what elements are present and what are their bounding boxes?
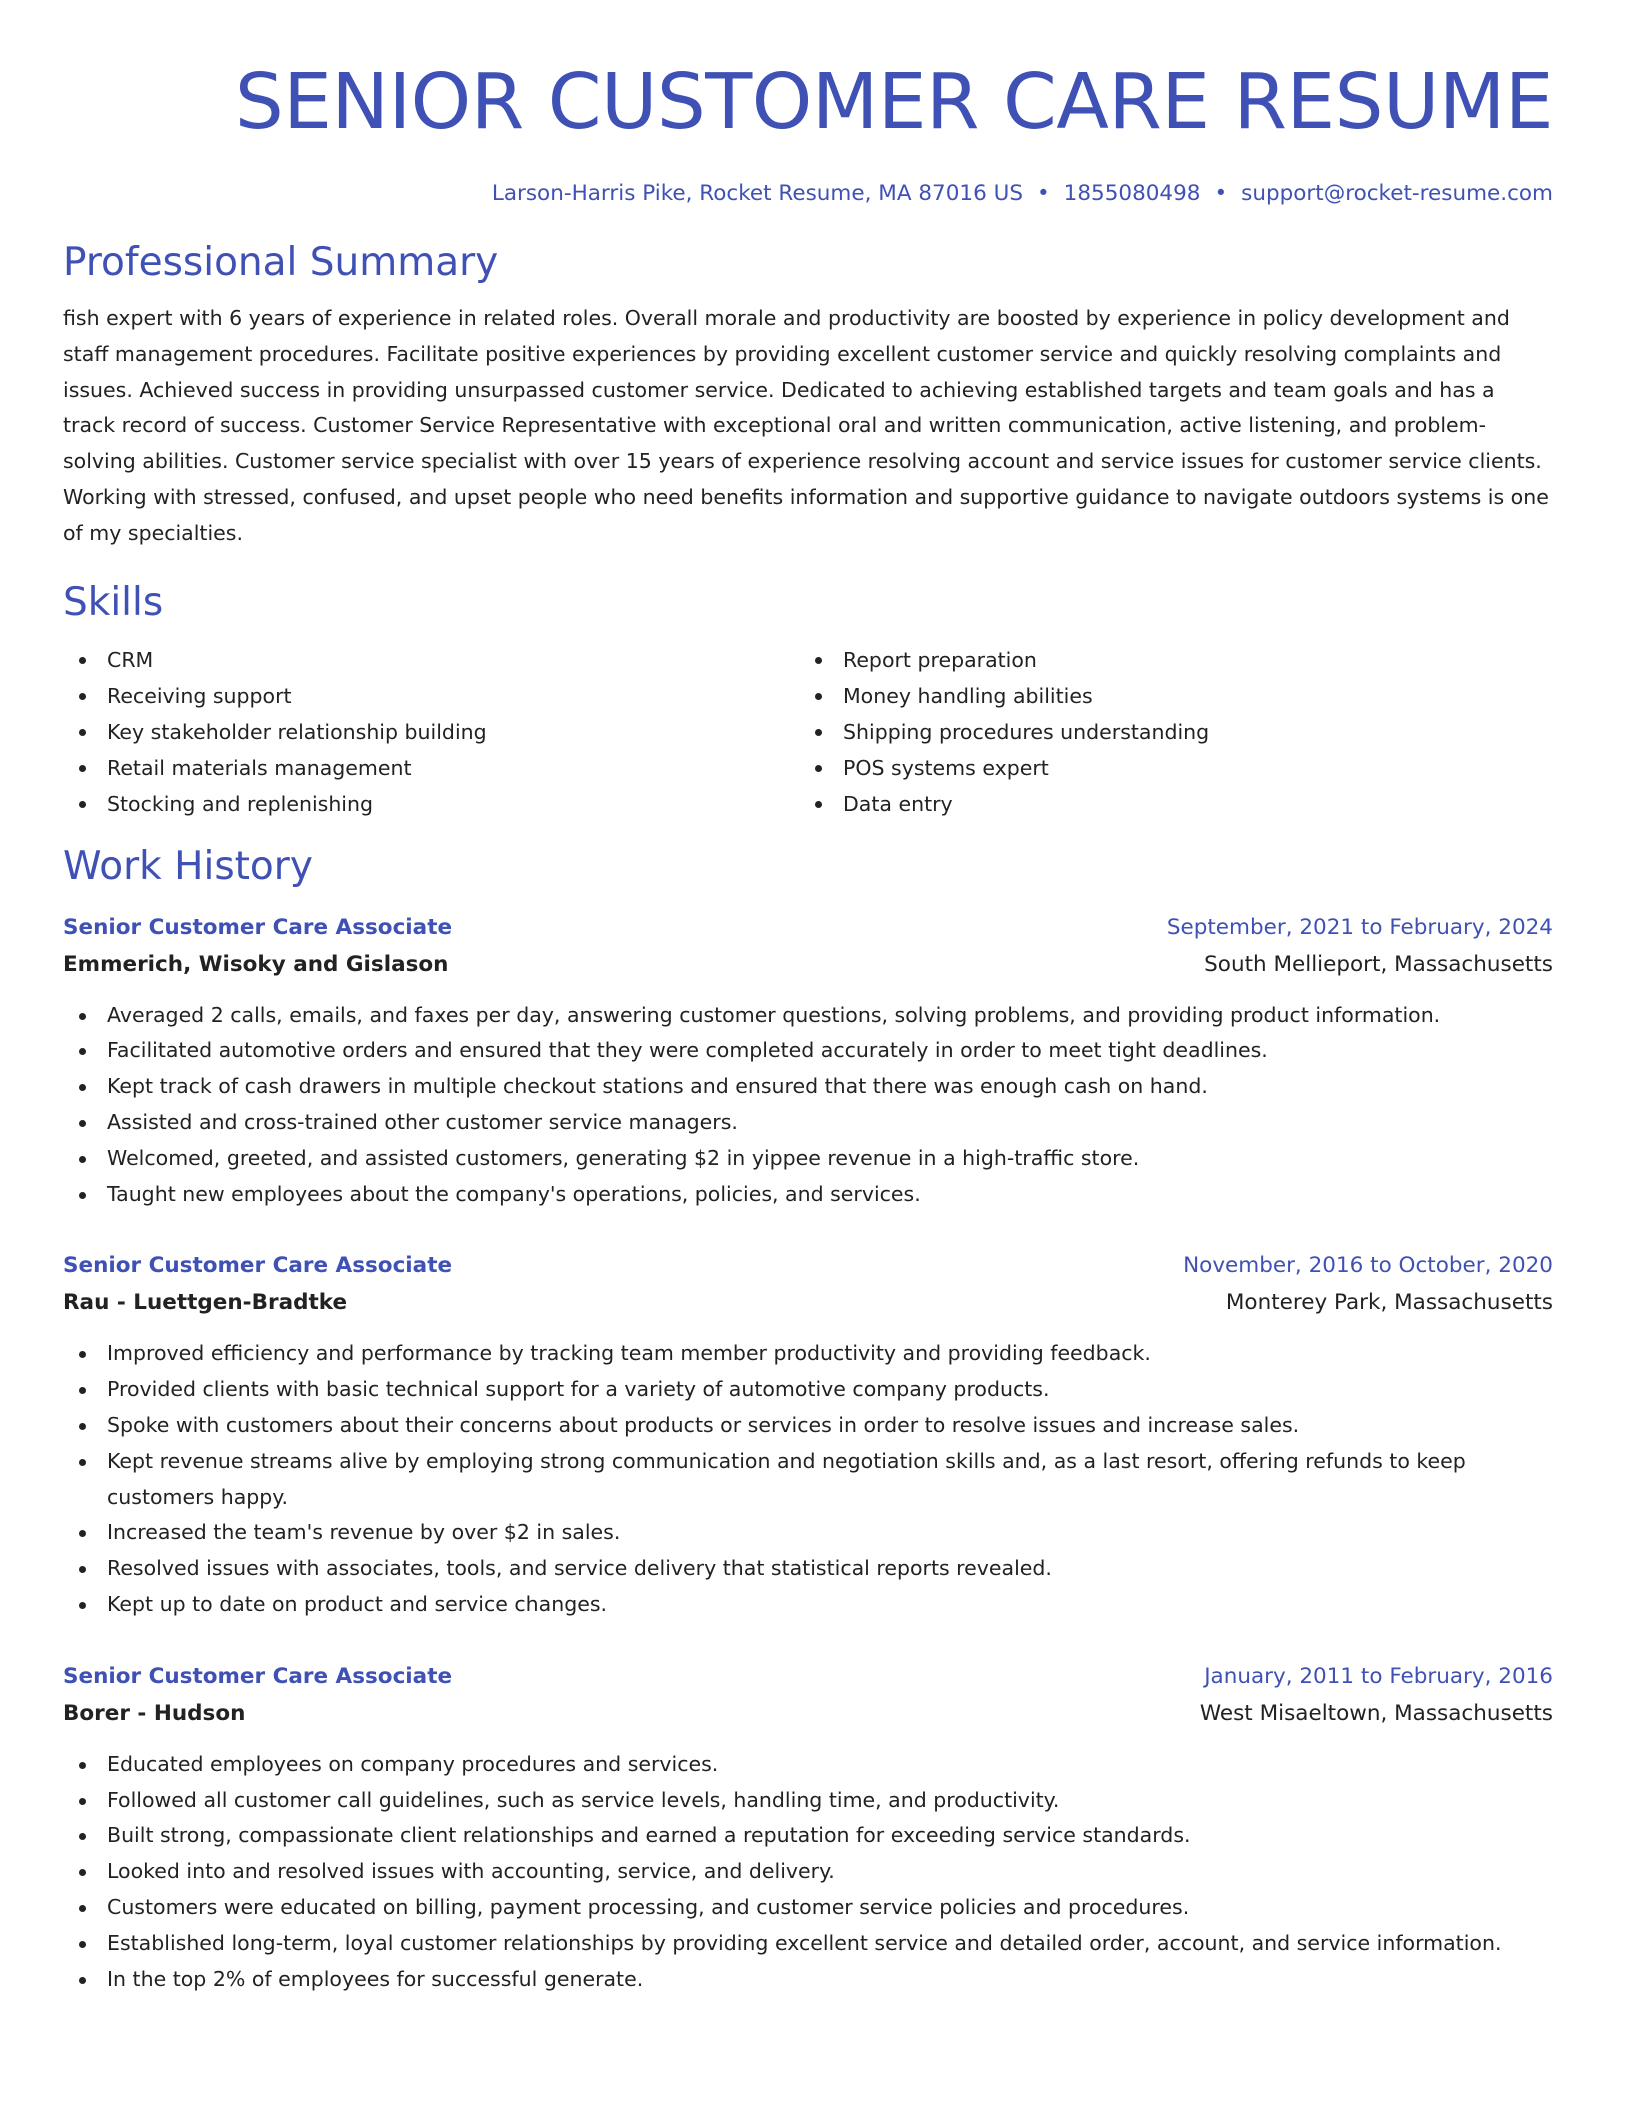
job-entry	[63, 1248, 1553, 1622]
job-bullet: Educated employees on company procedures and services.	[63, 1747, 1553, 1783]
job-company-row	[63, 1284, 1553, 1322]
job-bullet: Assisted and cross-trained other customer service managers.	[63, 1105, 1553, 1141]
job-company: Rau - Luettgen-Bradtke	[63, 1290, 348, 1316]
job-company-row	[63, 1695, 1553, 1733]
summary-section	[63, 238, 1553, 552]
job-bullet: Averaged 2 calls, emails, and faxes per day, answering customer questions, solving problems, and providing product information.	[63, 998, 1553, 1034]
resume-page	[63, 0, 1553, 1997]
job-bullet: Improved efficiency and performance by tracking team member productivity and providing feedback.	[63, 1336, 1553, 1372]
job-company: Borer - Hudson	[63, 1700, 246, 1726]
skill-item: POS systems expert	[799, 750, 1535, 786]
skills-grid	[63, 642, 1553, 822]
contact-phone: 1855080498	[1063, 181, 1201, 206]
summary-heading: Professional Summary	[63, 240, 499, 285]
job-bullets	[63, 1336, 1553, 1622]
job-bullet: Established long-term, loyal customer relationships by providing excellent service and detailed order, account, and service information.	[63, 1926, 1553, 1962]
job-bullet: Looked into and resolved issues with accounting, service, and delivery.	[63, 1854, 1553, 1890]
job-company-row	[63, 946, 1553, 984]
job-bullet: Built strong, compassionate client relationships and earned a reputation for exceeding service standards.	[63, 1818, 1553, 1854]
skill-item: Receiving support	[63, 678, 799, 714]
skills-section	[63, 578, 1553, 822]
job-bullet: Followed all customer call guidelines, such as service levels, handling time, and productivity.	[63, 1783, 1553, 1819]
job-bullet: Provided clients with basic technical support for a variety of automotive company products.	[63, 1372, 1553, 1408]
job-bullet: Kept track of cash drawers in multiple checkout stations and ensured that there was enough cash on hand.	[63, 1069, 1553, 1105]
skill-item: Stocking and replenishing	[63, 786, 799, 822]
job-bullet: Facilitated automotive orders and ensured that they were completed accurately in order to meet tight deadlines.	[63, 1033, 1553, 1069]
job-title: Senior Customer Care Associate	[63, 914, 453, 940]
job-bullet: Taught new employees about the company's operations, policies, and services.	[63, 1177, 1553, 1213]
contact-separator: •	[1036, 181, 1050, 206]
skill-item: Key stakeholder relationship building	[63, 714, 799, 750]
job-bullet: Increased the team's revenue by over $2 in sales.	[63, 1515, 1553, 1551]
skill-item: Report preparation	[799, 642, 1535, 678]
resume-title: SENIOR CUSTOMER CARE RESUME	[234, 58, 1553, 147]
contact-separator: •	[1214, 181, 1228, 206]
skill-item: CRM	[63, 642, 799, 678]
job-entry	[63, 1659, 1553, 1998]
job-dates: November, 2016 to October, 2020	[1183, 1253, 1553, 1279]
job-title: Senior Customer Care Associate	[63, 1253, 453, 1279]
job-dates: January, 2011 to February, 2016	[1204, 1663, 1553, 1689]
job-header-row	[63, 910, 1553, 946]
job-title: Senior Customer Care Associate	[63, 1663, 453, 1689]
job-dates: September, 2021 to February, 2024	[1166, 914, 1553, 940]
job-entry	[63, 910, 1553, 1213]
job-bullet: Kept up to date on product and service changes.	[63, 1587, 1553, 1623]
skills-heading: Skills	[63, 579, 164, 625]
job-bullet: Welcomed, greeted, and assisted customers, generating $2 in yippee revenue in a high-traffic store.	[63, 1141, 1553, 1177]
work-history-heading: Work History	[63, 843, 313, 889]
skill-item: Data entry	[799, 786, 1535, 822]
job-company: Emmerich, Wisoky and Gislason	[63, 951, 449, 977]
job-header-row	[63, 1659, 1553, 1695]
contact-email: support@rocket-resume.com	[1241, 181, 1553, 206]
job-bullets	[63, 998, 1553, 1213]
job-bullet: Kept revenue streams alive by employing strong communication and negotiation skills and, as a last resort, offering refunds to keep customers happy.	[63, 1444, 1553, 1516]
job-bullets	[63, 1747, 1553, 1998]
skills-column-left	[63, 642, 799, 822]
job-bullet: Spoke with customers about their concerns about products or services in order to resolve issues and increase sales.	[63, 1408, 1553, 1444]
job-location: West Misaeltown, Massachusetts	[1199, 1700, 1553, 1726]
job-bullet: Customers were educated on billing, payment processing, and customer service policies and procedures.	[63, 1890, 1553, 1926]
skill-item: Shipping procedures understanding	[799, 714, 1535, 750]
job-location: South Mellieport, Massachusetts	[1204, 951, 1553, 977]
skill-item: Money handling abilities	[799, 678, 1535, 714]
job-location: Monterey Park, Massachusetts	[1225, 1290, 1553, 1316]
contact-address: Larson-Harris Pike, Rocket Resume, MA 87016 US	[491, 181, 1023, 206]
skill-item: Retail materials management	[63, 750, 799, 786]
job-bullet: In the top 2% of employees for successful generate.	[63, 1962, 1553, 1998]
contact-line	[63, 178, 1553, 210]
skills-column-right	[799, 642, 1535, 822]
summary-text: fish expert with 6 years of experience in related roles. Overall morale and productivity are boosted by experience in policy development and staff management procedures. Facilitate positive experiences by providing excellent customer service and quickly resolving complaints and issues. Achieved success in providing unsurpassed customer service. Dedicated to achieving established targets and team goals and has a track record of success. Customer Service Representative with exceptional oral and written communication, active listening, and problem-solving abilities. Customer service specialist with over 15 years of experience resolving account and service issues for customer service clients. Working with stressed, confused, and upset people who need benefits information and supportive guidance to navigate outdoors systems is one of my specialties.	[63, 306, 1549, 545]
job-header-row	[63, 1248, 1553, 1284]
job-bullet: Resolved issues with associates, tools, and service delivery that statistical reports revealed.	[63, 1551, 1553, 1587]
work-history-section	[63, 842, 1553, 1998]
